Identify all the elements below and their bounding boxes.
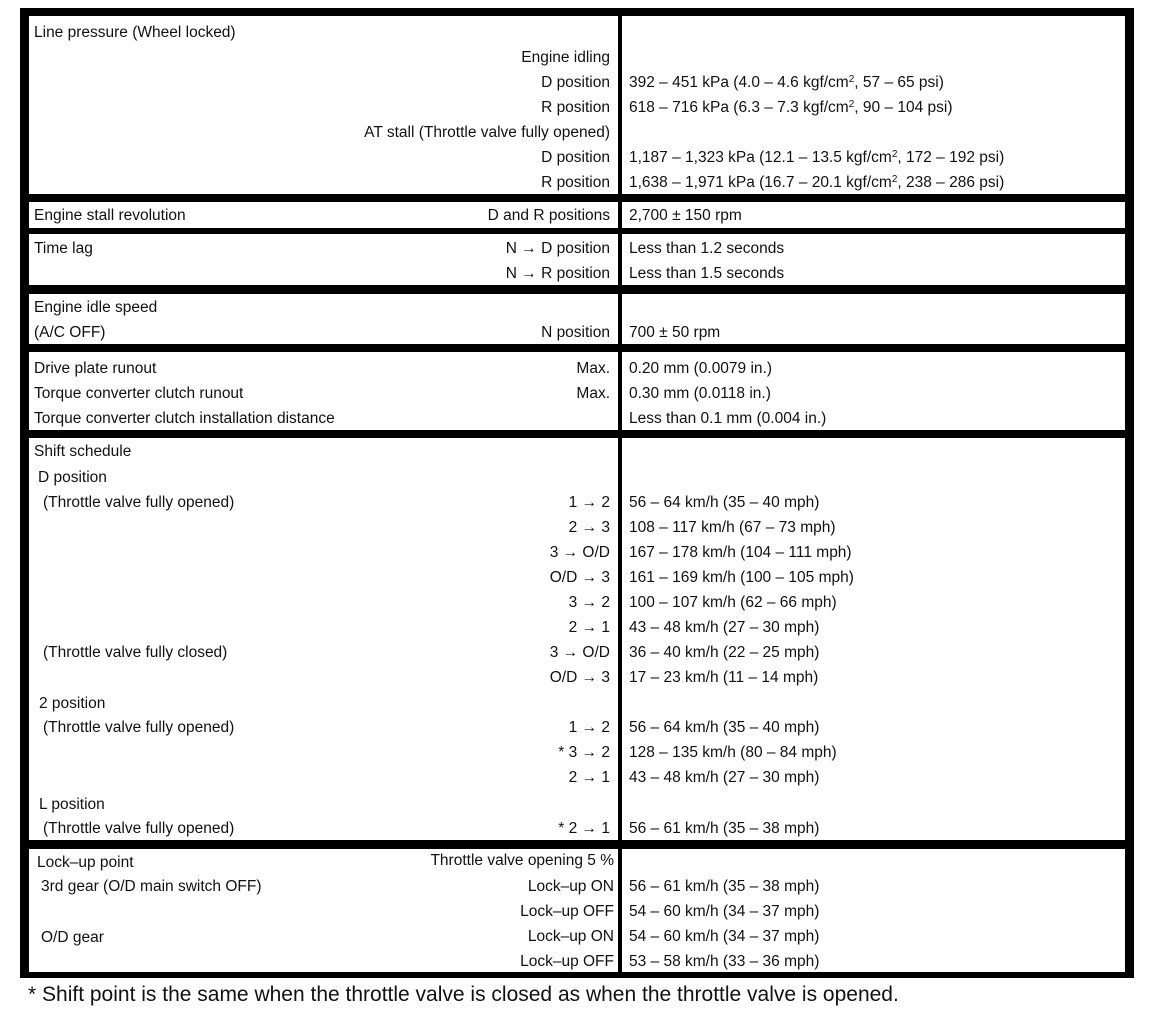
column-divider [618,16,622,194]
d-position-label: D position [38,469,107,486]
stall-d-position-value: 1,187 – 1,323 kPa (12.1 – 13.5 kgf/$cm^2$, 172 – 192 psi) [629,149,1005,166]
idle-speed-section [29,294,1125,344]
time-lag-nd-label: N → D position [505,240,610,257]
d-open-speed: 108 – 117 km/h (67 – 73 mph) [629,519,836,536]
2-throttle-opened-label: (Throttle valve fully opened) [43,719,235,736]
drive-plate-runout-max: Max. [576,360,610,377]
time-lag-nd-value: Less than 1.2 seconds [629,240,785,257]
engine-stall-label: Engine stall revolution [34,207,186,224]
l-throttle-opened-label: (Throttle valve fully opened) [43,820,235,837]
idle-r-position-value: 618 – 716 kPa (6.3 – 7.3 kgf/$cm^2$, 90 – 104 psi) [629,99,953,116]
idle-speed-condition: N position [541,324,610,341]
shift-schedule-label: Shift schedule [34,443,132,460]
tc-clutch-runout-value: 0.30 mm (0.0118 in.) [629,385,771,402]
idle-speed-value: 700 ± 50 rpm [629,324,721,341]
d-open-speed: 56 – 64 km/h (35 – 40 mph) [629,494,820,511]
shift-schedule-section [29,438,1125,840]
column-divider [618,352,622,430]
time-lag-section [29,234,1125,285]
d-open-shift: 3 → 2 [568,594,610,611]
idle-r-position-label: R position [541,99,610,116]
d-throttle-opened-label: (Throttle valve fully opened) [43,494,235,511]
engine-stall-section [29,202,1125,228]
lockup-section [29,849,1125,972]
stall-r-position-label: R position [541,174,610,191]
d-open-shift: 3 → O/D [549,544,610,561]
third-gear-label: 3rd gear (O/D main switch OFF) [41,878,262,895]
d-throttle-closed-label: (Throttle valve fully closed) [43,644,228,661]
d-open-speed: 161 – 169 km/h (100 – 105 mph) [629,569,854,586]
d-open-speed: 100 – 107 km/h (62 – 66 mph) [629,594,837,611]
runout-section [29,352,1125,430]
od-lockup-off-value: 53 – 58 km/h (33 – 36 mph) [629,953,820,970]
2-pos-shift: 1 → 2 [568,719,610,736]
stall-d-position-label: D position [541,149,610,166]
column-divider [618,294,622,344]
d-open-shift: 2 → 3 [568,519,610,536]
column-divider [618,849,622,972]
third-lockup-on-label: Lock–up ON [527,878,614,895]
column-divider [618,438,622,840]
time-lag-label: Time lag [34,240,93,257]
idle-speed-ac-label: (A/C OFF) [34,324,106,341]
od-lockup-on-value: 54 – 60 km/h (34 – 37 mph) [629,928,820,945]
d-open-shift: 1 → 2 [568,494,610,511]
d-open-speed: 167 – 178 km/h (104 – 111 mph) [629,544,852,561]
line-pressure-label: Line pressure (Wheel locked) [34,24,236,41]
engine-stall-value: 2,700 ± 150 rpm [629,207,742,224]
d-closed-speed: 17 – 23 km/h (11 – 14 mph) [629,669,819,686]
2-pos-speed: 56 – 64 km/h (35 – 40 mph) [629,719,820,736]
od-lockup-on-label: Lock–up ON [527,928,614,945]
time-lag-nr-value: Less than 1.5 seconds [629,265,785,282]
line-pressure-section [29,16,1125,194]
idle-speed-label: Engine idle speed [34,299,158,316]
2-pos-speed: 43 – 48 km/h (27 – 30 mph) [629,769,820,786]
tc-clutch-runout-label: Torque converter clutch runout [34,385,244,402]
drive-plate-runout-value: 0.20 mm (0.0079 in.) [629,360,773,377]
idle-d-position-value: 392 – 451 kPa (4.0 – 4.6 kgf/$cm^2$, 57 – 65 psi) [629,74,944,91]
drive-plate-runout-label: Drive plate runout [34,360,157,377]
d-open-speed: 43 – 48 km/h (27 – 30 mph) [629,619,820,636]
throttle-opening-label: Throttle valve opening 5 % [430,852,614,869]
d-closed-shift: 3 → O/D [549,644,610,661]
od-lockup-off-label: Lock–up OFF [520,953,614,970]
l-pos-speed: 56 – 61 km/h (35 – 38 mph) [629,820,820,837]
third-lockup-off-value: 54 – 60 km/h (34 – 37 mph) [629,903,820,920]
tc-install-distance-value: Less than 0.1 mm (0.004 in.) [629,410,827,427]
at-stall-label: AT stall (Throttle valve fully opened) [364,124,610,141]
od-gear-label: O/D gear [41,929,104,946]
column-divider [618,234,622,285]
l-position-label: L position [39,796,105,813]
2-pos-shift: * 3 → 2 [558,744,610,761]
stall-r-position-value: 1,638 – 1,971 kPa (16.7 – 20.1 kgf/$cm^2$, 238 – 286 psi) [629,174,1005,191]
third-lockup-on-value: 56 – 61 km/h (35 – 38 mph) [629,878,820,895]
d-open-shift: 2 → 1 [568,619,610,636]
time-lag-nr-label: N → R position [505,265,610,282]
2-pos-shift: 2 → 1 [568,769,610,786]
tc-clutch-runout-max: Max. [576,385,610,402]
tc-install-distance-label: Torque converter clutch installation distance [34,410,335,427]
d-open-shift: O/D → 3 [549,569,610,586]
footnote: * Shift point is the same when the throttle valve is closed as when the throttle valve is opened. [28,983,899,1006]
d-closed-shift: O/D → 3 [549,669,610,686]
l-pos-shift: * 2 → 1 [558,820,610,837]
lockup-point-label: Lock–up point [37,854,134,871]
engine-idling-label: Engine idling [521,49,610,66]
third-lockup-off-label: Lock–up OFF [520,903,614,920]
engine-stall-condition: D and R positions [487,207,610,224]
d-closed-speed: 36 – 40 km/h (22 – 25 mph) [629,644,820,661]
column-divider [618,202,622,228]
2-position-label: 2 position [39,695,106,712]
specification-table [20,8,1134,978]
2-pos-speed: 128 – 135 km/h (80 – 84 mph) [629,744,837,761]
idle-d-position-label: D position [541,74,610,91]
